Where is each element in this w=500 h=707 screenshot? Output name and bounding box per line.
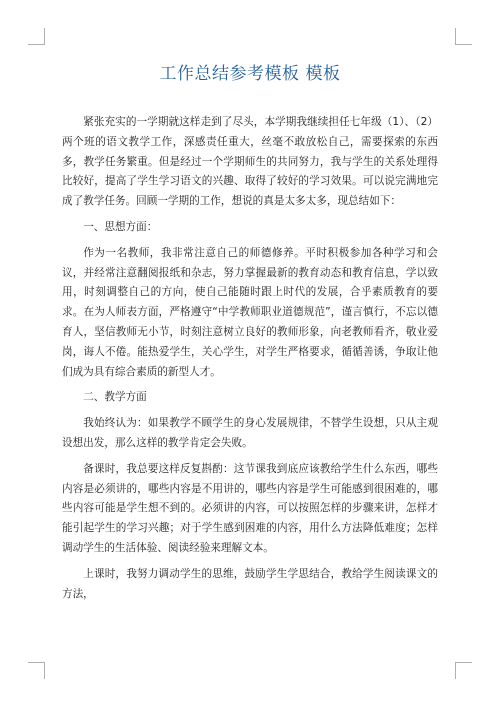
crop-mark-bottom-left	[28, 662, 45, 679]
paragraph-teaching-belief: 我始终认为：如果教学不顾学生的身心发展规律，不替学生设想，只从主观设想出发，那么这样的教学肯定会失败。	[62, 417, 438, 449]
document-title: 工作总结参考模板 模板	[159, 64, 341, 84]
paragraph-thought: 作为一名教师，我非常注意自己的师德修养。平时积极参加各种学习和会议，并经常注意翻阅报纸和杂志，努力掌握最新的教育动态和教育信息，学以致用，时刻调整自己的方向，使自己能随时跟上时代的发展，合乎素质教育的要求。在为人师表方面，严格遵守“中学教师职业道德规范”，谨言慎行，不忘以德育人，坚信教师无小节，时刻注意树立良好的教师形象，向老教师看齐，敬业爱岗，诲人不倦。能热爱学生，关心学生，对学生严格要求，循循善诱，争取让他们成为具有综合素质的新型人才。	[62, 246, 438, 378]
paragraph-in-class: 上课时，我努力调动学生的思维，鼓励学生学思结合，教给学生阅读课文的方法，	[62, 567, 438, 600]
section-heading-thought: 一、思想方面：	[83, 220, 158, 233]
paragraph-intro: 紧张充实的一学期就这样走到了尽头，本学期我继续担任七年级（1）、（2）两个班的语文教学工作，深感责任重大，丝毫不敢放松自己，需要探索的东西多，教学任务繁重。但是经过一个学期师生的共同努力，我与学生的关系处理得比较好，提高了学生学习语文的兴趣、取得了较好的学习效果。可以说完满地完成了教学任务。回顾一学期的工作，想说的真是太多太多，现总结如下：	[62, 116, 438, 208]
crop-mark-top-left	[28, 28, 45, 45]
document-body	[62, 113, 438, 610]
section-heading-teaching: 二、教学方面	[83, 391, 147, 404]
crop-mark-top-right	[455, 28, 472, 45]
paragraph-lesson-prep: 备课时，我总要这样反复斟酌：这节课我到底应该教给学生什么东西，哪些内容是必须讲的，哪些内容是不用讲的，哪些内容是学生可能感到很困难的，哪些内容可能是学生想不到的。必须讲的内容，可以按照怎样的步骤来讲，怎样才能引起学生的学习兴趣；对于学生感到困难的内容，用什么方法降低难度；怎样调动学生的生活体验、阅读经验来理解文本。	[62, 462, 438, 554]
crop-mark-bottom-right	[455, 662, 472, 679]
